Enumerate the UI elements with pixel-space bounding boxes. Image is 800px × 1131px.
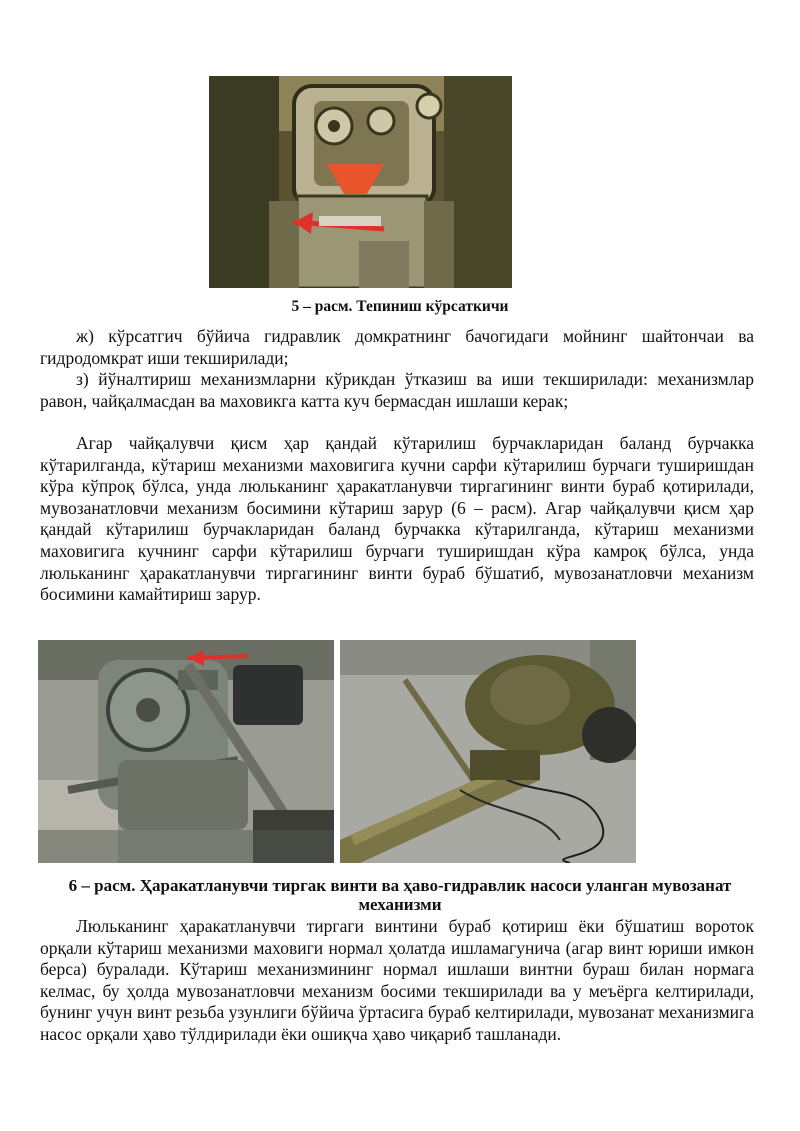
paragraph-screw-adjustment: Люльканинг ҳаракатланувчи тиргаги винтини бураб қотириш ёки бўшатиш вороток орқали кўтариш механизми маховиги нормал ҳолатда ишламагунича (агар винт юриши имкон берса) буралади. Кўтариш механизмининг нормал ишлаши винтни бураш билан нормага келмас, бу ҳолда мувозанатловчи механизм босими текширилади ва у меъёрга келтирилади, бунинг учун винт резьба узунлиги бўйича ўртасига бураб келтирилади, мувозанат механизмига насос орқали ҳаво тўлдирилади ёки ошиқча ҳаво чиқариб ташланади. bbox=[40, 916, 754, 1044]
figure6-right-photo bbox=[340, 640, 636, 863]
figure5-photo bbox=[209, 76, 512, 288]
figure6-left-photo bbox=[38, 640, 334, 863]
paragraph-z: з) йўналтириш механизмларни кўрикдан ўтказиш ва иши текширилади: механизмлар равон, чайқалмасдан ва маховикга катта куч бермасдан ишлаши керак; bbox=[40, 369, 754, 411]
paragraph-zh: ж) кўрсатгич бўйича гидравлик домкратнинг бачогидаги мойнинг шайтончаи ва гидродомкрат иши текширилади; bbox=[40, 326, 754, 368]
figure6-caption: 6 – расм. Ҳаракатланувчи тиргак винти ва ҳаво-гидравлик насоси уланган мувозанат механизми bbox=[68, 876, 732, 914]
paragraph-balancing-pressure: Агар чайқалувчи қисм ҳар қандай кўтарилиш бурчакларидан баланд бурчакка кўтарилганда, кўтариш механизми маховигига кучни сарфи кўтарилиш бурчаги туширишдан кўра кўпроқ бўлса, унда люльканинг ҳаракатланувчи тиргагининг винти бураб қотирилади, мувозанатловчи механизм босимини кўтариш зарур (6 – расм). Агар чайқалувчи қисм ҳар қандай кўтарилиш бурчакларидан баланд бурчакка кўтарилганда, кўтариш механизми маховигига кучнинг сарфи кўтарилиш бурчаги туширишдан кўра камроқ бўлса, унда люльканинг ҳаракатланувчи тиргагининг винти бураб бўшатиб, мувозанатловчи механизм босимини камайтириш зарур. bbox=[40, 433, 754, 605]
figure5-caption: 5 – расм. Тепиниш кўрсаткичи bbox=[291, 298, 509, 315]
